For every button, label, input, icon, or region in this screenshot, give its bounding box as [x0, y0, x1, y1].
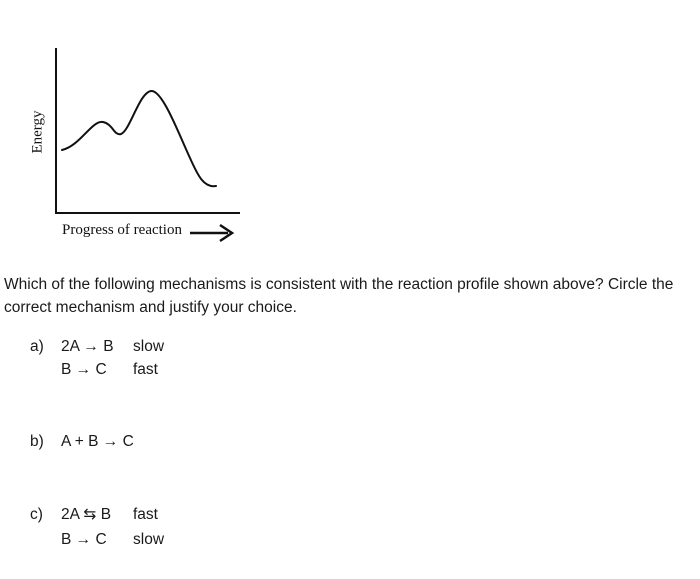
option-c-step2-rate: slow: [133, 531, 165, 548]
option-a-letter: a): [30, 338, 44, 355]
option-c-step2-equation: B → C: [61, 531, 107, 548]
option-a-step1-rate: slow: [133, 338, 165, 355]
option-a-step2-equation: B → C: [61, 361, 107, 378]
option-a-step1-equation: 2A → B: [61, 338, 114, 355]
y-axis-label: Energy: [29, 110, 46, 154]
reaction-profile-graph: [0, 0, 700, 260]
option-b-equation: A + B → C: [61, 433, 134, 450]
option-c-letter: c): [30, 506, 43, 523]
x-axis-label: Progress of reaction: [62, 222, 182, 238]
energy-curve: [62, 91, 216, 186]
option-b-letter: b): [30, 433, 44, 450]
option-c-step1-equation: 2A ⇆ B: [61, 506, 112, 523]
option-a-step2-rate: fast: [133, 361, 158, 378]
option-c-step1-rate: fast: [133, 506, 158, 523]
question-text: Which of the following mechanisms is consistent with the reaction profile shown above? Circle the correct mechanism and justify your choice.: [4, 276, 674, 316]
reaction-profile-figure: [0, 0, 700, 260]
